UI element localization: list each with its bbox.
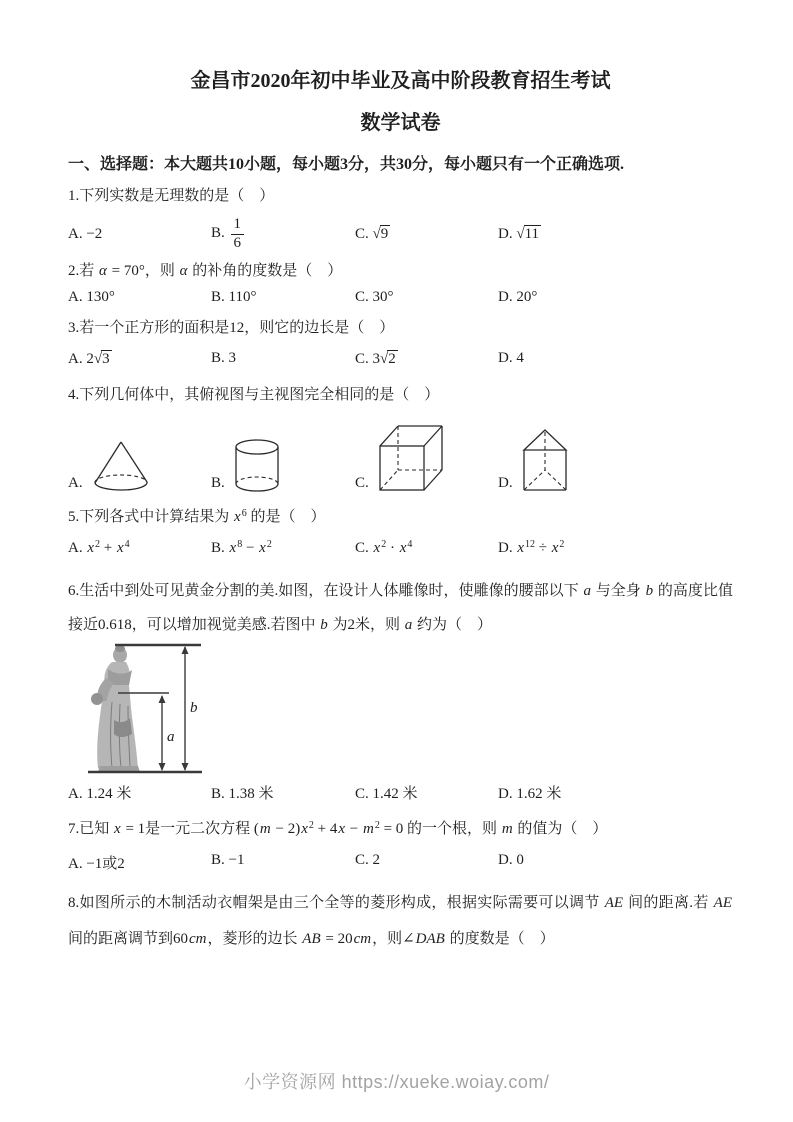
question-6	[68, 574, 733, 803]
footer-watermark: 小学资源网 https://xueke.woiay.com/	[243, 1072, 550, 1092]
question-1-options	[68, 211, 733, 257]
cube-figure	[378, 424, 444, 492]
option-a: A. −2	[68, 225, 103, 242]
option-a: A. 1.24 米	[68, 786, 132, 803]
option-c: C. 3√2	[355, 351, 396, 367]
option-b: B. 1.38 米	[211, 786, 274, 803]
statue-figure	[88, 642, 733, 776]
section-heading: 一、选择题：本大题共10小题，每小题3分，共30分，每小题只有一个正确选项.	[68, 156, 625, 173]
cone-figure	[92, 440, 150, 492]
option-a: A. 2√3	[68, 351, 110, 367]
option-b: B. −1	[211, 852, 245, 869]
option-b: B. $x^8 - x^2$	[211, 539, 272, 557]
label-b: b	[190, 700, 198, 717]
option-b: B. 3	[211, 350, 237, 366]
figure-label: D.	[498, 475, 513, 492]
question-4	[68, 384, 733, 492]
solid-figures-row	[68, 408, 733, 492]
option-d: D. 4	[498, 350, 524, 366]
figure-label: C.	[355, 475, 369, 492]
option-c: C. √9	[355, 225, 389, 242]
option-c: C. 30°	[355, 289, 394, 305]
question-6-options	[68, 782, 733, 803]
option-a: A. −1或2	[68, 856, 125, 873]
label-a: a	[167, 729, 175, 746]
figure-label: A.	[68, 475, 83, 492]
question-7-options	[68, 852, 733, 873]
question-1-text: 1.下列实数是无理数的是（ ）	[68, 188, 275, 204]
triangular-prism-figure	[522, 428, 568, 492]
figure-option-a	[68, 408, 211, 492]
measure-arrow-a	[159, 695, 166, 771]
option-d: D. √11	[498, 225, 540, 242]
question-8-text: 8.如图所示的木制活动衣帽架是由三个全等的菱形构成，根据实际需要可以调节 AE 间的距离.若 AE 间的距离调节到60cm，菱形的边长 AB = 20cm，则∠DAB 的度数是（ ）	[68, 895, 732, 948]
figure-option-d	[498, 408, 733, 492]
option-b: B. $\frac{1}{6}$	[211, 216, 355, 252]
question-5-text: 5.下列各式中计算结果为 $x^6$ 的是（ ）	[68, 508, 326, 526]
option-c: C. $x^2 \cdot x^4$	[355, 539, 413, 557]
question-2-text: 2.若 α = 70°，则 α 的补角的度数是（ ）	[68, 263, 343, 279]
exam-subtitle: 数学试卷	[360, 112, 441, 134]
option-a: A. $x^2 + x^4$	[68, 539, 130, 557]
question-3-options	[68, 350, 733, 368]
statue-figure-image	[88, 642, 208, 776]
question-5	[68, 506, 733, 557]
exam-title: 金昌市2020年初中毕业及高中阶段教育招生考试	[190, 70, 611, 92]
option-b: B. 110°	[211, 289, 257, 305]
figure-label: B.	[211, 475, 225, 492]
question-8	[68, 885, 733, 957]
question-3-text: 3.若一个正方形的面积是12，则它的边长是（ ）	[68, 320, 395, 336]
question-7-text: 7.已知 x = 1是一元二次方程 $(m - 2)x^2 + 4x - m^2 = 0$ 的一个根，则 m 的值为（ ）	[68, 820, 608, 838]
option-a: A. 130°	[68, 289, 115, 305]
option-c: C. 1.42 米	[355, 786, 418, 803]
cylinder-figure	[234, 438, 280, 492]
question-4-text: 4.下列几何体中，其俯视图与主视图完全相同的是（ ）	[68, 387, 440, 404]
question-2-options	[68, 289, 733, 306]
question-5-options	[68, 540, 733, 557]
question-3	[68, 317, 733, 368]
question-2	[68, 260, 733, 306]
question-7	[68, 816, 733, 873]
figure-option-b	[211, 408, 355, 492]
figure-option-c	[355, 408, 498, 492]
question-1	[68, 185, 733, 257]
option-d: D. 0	[498, 852, 524, 869]
question-6-text: 6.生活中到处可见黄金分割的美.如图，在设计人体雕像时，使雕像的腰部以下 a 与全身 b 的高度比值接近0.618，可以增加视觉美感.若图中 b 为2米，则 a 约为（ ）	[68, 583, 733, 634]
option-c: C. 2	[355, 852, 381, 869]
option-d: D. 1.62 米	[498, 786, 562, 803]
measure-arrow-b	[182, 646, 189, 771]
option-d: D. 20°	[498, 289, 538, 305]
statue-drawing	[91, 645, 140, 772]
option-d: D. $x^{12} \div x^2$	[498, 539, 565, 557]
